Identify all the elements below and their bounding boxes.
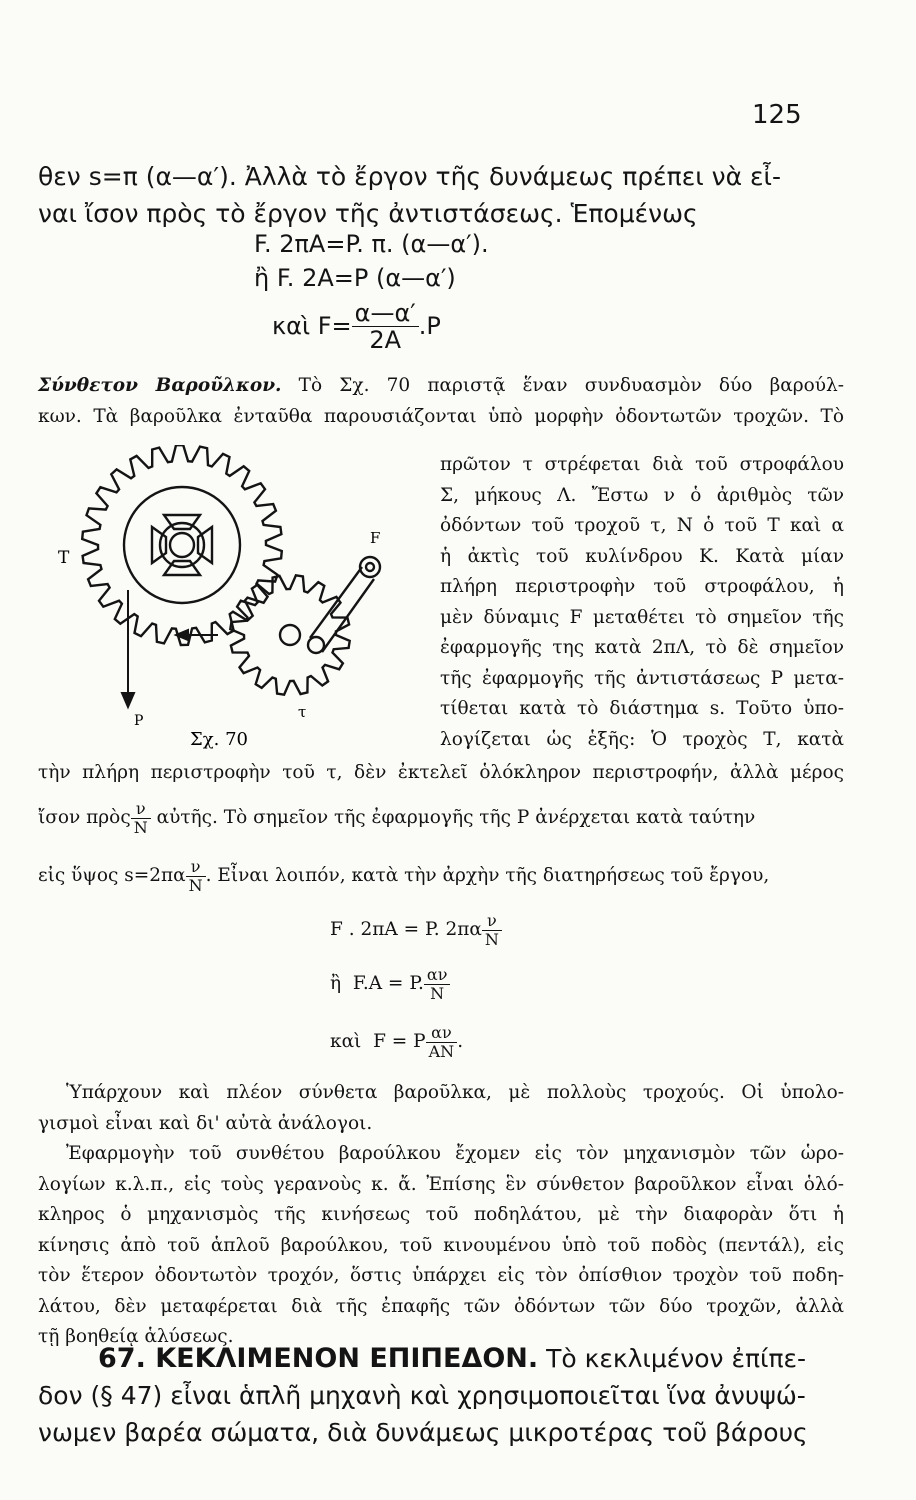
large-gear-outline [82, 445, 282, 645]
lower-line-4: λογίων κ.λ.π., εἰς τοὺς γερανοὺς κ. ἄ. Ἐπίσης ἓν σύνθετον βαροῦλκον εἶναι ὁλό- [38, 1173, 844, 1195]
equation-compound-3-left: F = P [373, 1031, 426, 1053]
equation-compound-3 [330, 1024, 463, 1060]
equation-compound-3-suffix: . [457, 1031, 464, 1053]
equation-or: ἢ [254, 264, 270, 292]
fraction-denominator: Ν [484, 929, 499, 949]
section-67-line-1-rest: Τὸ κεκλιμένον ἐπίπε- [546, 1344, 807, 1373]
equation-force-prefix: καὶ F= [272, 311, 352, 340]
right-line-5: πλήρη περιστροφὴν τοῦ στροφάλου, ἡ [440, 576, 844, 597]
label-F: F [370, 529, 381, 547]
lower-line-5: κληρος ὁ μηχανισμὸς τῆς κινήσεως τοῦ ποδηλάτου, μὲ τὴν διαφορὰν ὅτι ἡ [38, 1204, 844, 1225]
fraction-denominator: ΑΝ [428, 1041, 455, 1061]
label-T: T [58, 548, 70, 568]
equation-compound-2 [330, 966, 450, 1002]
label-tau: τ [298, 703, 307, 721]
figure-caption: Σχ. 70 [190, 729, 248, 750]
rotation-line-2-post: αὐτῆς. Τὸ σημεῖον τῆς ἐφαρμογῆς τῆς P ἀνέρχεται κατὰ ταύτην [156, 807, 756, 829]
compound-winch-paragraph [38, 371, 844, 432]
fraction-denominator: Ν [430, 983, 445, 1003]
lower-line-9: τῇ βοηθείᾳ ἁλύσεως. [38, 1326, 234, 1347]
lower-line-8: λάτου, δὲν μεταφέρεται διὰ τῆς ἐπαφῆς τῶν ὀδόντων τῶν δύο τροχῶν, ἀλλὰ [38, 1295, 844, 1317]
top-line-1: θεν s=π (α—α′). Ἀλλὰ τὸ ἔργον τῆς δυνάμεως πρέπει νὰ εἶ- [38, 162, 782, 191]
equation-compound-2-or: ἢ [330, 973, 342, 995]
compound-line-1 [38, 371, 844, 402]
compound-line-2: κων. Τὰ βαροῦλκα ἐνταῦθα παρουσιάζονται ὑπὸ μορφὴν ὀδοντωτῶν τροχῶν. Τὸ [38, 405, 844, 427]
fraction-numerator: ν [482, 912, 502, 931]
equation-compound-1 [330, 912, 502, 948]
lower-line-7: τὸν ἕτερον ὀδοντωτὸν τροχόν, ὅστις ὑπάρχει εἰς τὸν ὀπίσθιον τροχὸν τοῦ ποδη- [38, 1265, 844, 1286]
fraction-numerator: α—α′ [352, 300, 419, 327]
right-line-3: ὀδόντων τοῦ τροχοῦ τ, Ν ὁ τοῦ Τ καὶ α [440, 515, 844, 536]
rotation-line-3-pre: εἰς ὕψος s=2πα [38, 865, 186, 887]
fraction-denominator: Ν [188, 875, 203, 895]
large-gear-T [82, 445, 282, 645]
fraction-numerator: αν [426, 1024, 458, 1043]
top-line-2: ναι ἴσον πρὸς τὸ ἔργον τῆς ἀντιστάσεως. Ἑπομένως [38, 199, 698, 228]
section-67-line-1 [38, 1340, 844, 1377]
small-gear-outline [230, 575, 349, 694]
equation-force-suffix: .P [418, 311, 441, 340]
rotation-line-3 [38, 858, 844, 894]
ratio-fraction-2 [186, 858, 206, 894]
large-gear-inner [124, 487, 240, 603]
lower-line-2: γισμοὶ εἶναι καὶ δι' αὐτὰ ἀνάλογοι. [38, 1112, 373, 1134]
right-line-9: τίθεται κατὰ τὸ διάστημα s. Τοῦτο ὑπο- [440, 698, 844, 719]
equation-force [272, 300, 441, 354]
fraction-numerator: αν [424, 966, 451, 985]
weight-rope [122, 590, 134, 707]
ratio-fraction-1 [131, 800, 151, 836]
right-line-1: πρῶτον τ στρέφεται διὰ τοῦ στροφάλου [440, 454, 844, 475]
lower-paragraphs [38, 1078, 844, 1353]
right-column-text [440, 450, 844, 755]
right-line-4: ἡ ἀκτὶς τοῦ κυλίνδρου Κ. Κατὰ μίαν [440, 545, 844, 567]
fraction-denominator: 2Α [369, 326, 402, 355]
fraction-numerator: ν [186, 858, 206, 877]
page-number: 125 [752, 100, 802, 130]
right-line-7: ἐφαρμογῆς της κατὰ 2πΛ, τὸ δὲ σημεῖον [440, 637, 844, 658]
equation-compound-2-fraction [424, 966, 451, 1002]
rotation-line-1: τὴν πλήρη περιστροφὴν τοῦ τ, δὲν ἐκτελεῖ ὁλόκληρον περιστροφήν, ἀλλὰ μέρος [38, 762, 844, 783]
fraction-numerator: ν [131, 800, 151, 819]
right-line-2: Σ, μήκους Λ. Ἔστω ν ὁ ἀριθμὸς τῶν [440, 484, 844, 506]
right-line-10: λογίζεται ὡς ἑξῆς: Ὁ τροχὸς Τ, κατὰ [440, 728, 844, 750]
equation-compound-3-and: καὶ [330, 1031, 362, 1053]
compound-heading: Σύνθετον Βαροῦλκον. [38, 375, 282, 396]
section-67 [38, 1340, 844, 1451]
rotation-paragraph [38, 758, 844, 789]
equation-work-2 [254, 264, 456, 292]
right-line-6: μὲν δύναμις F μεταθέτει τὸ σημεῖον τῆς [440, 606, 844, 628]
lower-line-1: Ὑπάρχουν καὶ πλέον σύνθετα βαροῦλκα, μὲ πολλοὺς τροχούς. Οἱ ὑπολο- [66, 1082, 844, 1103]
compound-line-1-rest: Τὸ Σχ. 70 παριστᾷ ἕναν συνδυασμὸν δύο βαρούλ- [298, 375, 845, 396]
figure-70 [40, 445, 440, 765]
equation-compound-1-left: F . 2πΑ = P. 2πα [330, 919, 482, 941]
label-P: P [134, 713, 144, 729]
equation-work-1: F. 2πΑ=P. π. (α—α′). [254, 230, 489, 258]
equation-compound-2-left: F.Α = P. [352, 973, 424, 995]
equation-compound-3-fraction [426, 1024, 458, 1060]
section-67-line-2: δον (§ 47) εἶναι ἁπλῆ μηχανὴ καὶ χρησιμοποιεῖται ἵνα ἀνυψώ- [38, 1381, 806, 1410]
lower-line-6: κίνησις ἀπὸ τοῦ ἁπλοῦ βαρούλκου, τοῦ κινουμένου ὑπὸ τοῦ ποδὸς (πεντάλ), εἰς [38, 1234, 844, 1256]
rotation-line-2-pre: ἴσον πρὸς [38, 807, 131, 829]
fraction-denominator: Ν [133, 817, 148, 837]
right-line-8: τῆς ἐφαρμογῆς τῆς ἀντιστάσεως P μετα- [440, 667, 844, 689]
top-paragraph [38, 158, 844, 232]
lower-line-3: Ἐφαρμογὴν τοῦ συνθέτου βαρούλκου ἔχομεν εἰς τὸν μηχανισμὸν τῶν ὡρο- [66, 1143, 844, 1164]
equation-force-fraction [352, 300, 419, 354]
section-67-line-3: νωμεν βαρέα σώματα, διὰ δυνάμεως μικροτέρας τοῦ βάρους [38, 1418, 808, 1447]
small-gear-hub [280, 625, 300, 645]
rotation-line-3-post: . Εἶναι λοιπόν, κατὰ τὴν ἀρχὴν τῆς διατηρήσεως τοῦ ἔργου, [205, 865, 770, 887]
equation-work-2-body: F. 2Α=P (α—α′) [276, 264, 456, 292]
rotation-line-2 [38, 800, 844, 836]
equation-compound-1-fraction [482, 912, 502, 948]
small-gear-tau [230, 575, 349, 694]
section-67-heading: 67. ΚΕΚΛΙΜΕΝΟΝ ΕΠΙΠΕΔΟΝ. [98, 1343, 539, 1374]
